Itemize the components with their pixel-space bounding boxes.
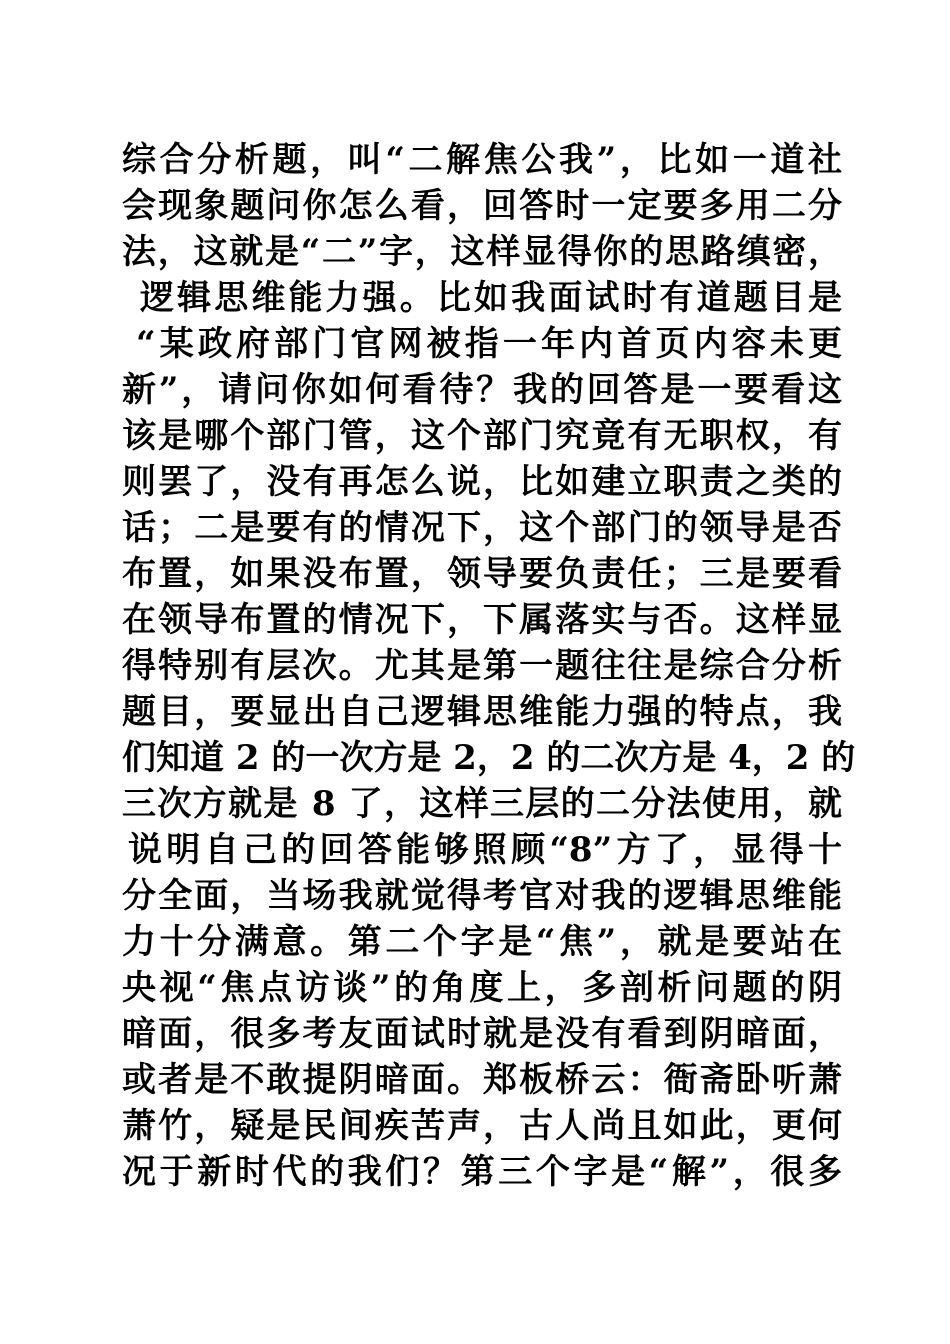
text-line: 央视“焦点访谈”的角度上，多剖析问题的阴 bbox=[122, 968, 842, 1008]
text-line: 该是哪个部门管，这个部门究竟有无职权，有 bbox=[122, 416, 842, 456]
text-line: 说明自己的回答能够照顾“8”方了，显得十 bbox=[128, 830, 842, 870]
body-paragraph bbox=[122, 137, 856, 1195]
text-line: 题目，要显出自己逻辑思维能力强的特点，我 bbox=[122, 692, 842, 732]
text-line: 况于新时代的我们？第三个字是“解”，很多 bbox=[122, 1152, 842, 1192]
text-line: 会现象题问你怎么看，回答时一定要多用二分 bbox=[122, 186, 842, 226]
text-line: 话；二是要有的情况下，这个部门的领导是否 bbox=[122, 508, 842, 548]
text-line: 布置，如果没布置，领导要负责任；三是要看 bbox=[122, 554, 842, 594]
text-line: 法，这就是“二”字，这样显得你的思路缜密， bbox=[122, 232, 842, 272]
text-line: 或者是不敢提阴暗面。郑板桥云：衙斋卧听萧 bbox=[122, 1060, 842, 1100]
text-line: 逻辑思维能力强。比如我面试时有道题目是 bbox=[140, 278, 842, 318]
text-line: 综合分析题，叫“二解焦公我”，比如一道社 bbox=[122, 140, 842, 180]
text-line: 三次方就是 8 了，这样三层的二分法使用，就 bbox=[122, 784, 842, 824]
text-line: 萧竹，疑是民间疾苦声，古人尚且如此，更何 bbox=[122, 1106, 842, 1146]
text-line: “某政府部门官网被指一年内首页内容未更 bbox=[136, 324, 842, 364]
text-line: 分全面，当场我就觉得考官对我的逻辑思维能 bbox=[122, 876, 842, 916]
text-line: 在领导布置的情况下，下属落实与否。这样显 bbox=[122, 600, 842, 640]
text-line: 新”，请问你如何看待？我的回答是一要看这 bbox=[122, 370, 842, 410]
text-line: 得特别有层次。尤其是第一题往往是综合分析 bbox=[122, 646, 842, 686]
text-line: 暗面，很多考友面试时就是没有看到阴暗面， bbox=[122, 1014, 842, 1054]
text-line: 们知道 2 的一次方是 2，2 的二次方是 4，2 的 bbox=[122, 738, 856, 778]
text-line: 则罢了，没有再怎么说，比如建立职责之类的 bbox=[122, 462, 842, 502]
text-line: 力十分满意。第二个字是“焦”，就是要站在 bbox=[122, 922, 842, 962]
